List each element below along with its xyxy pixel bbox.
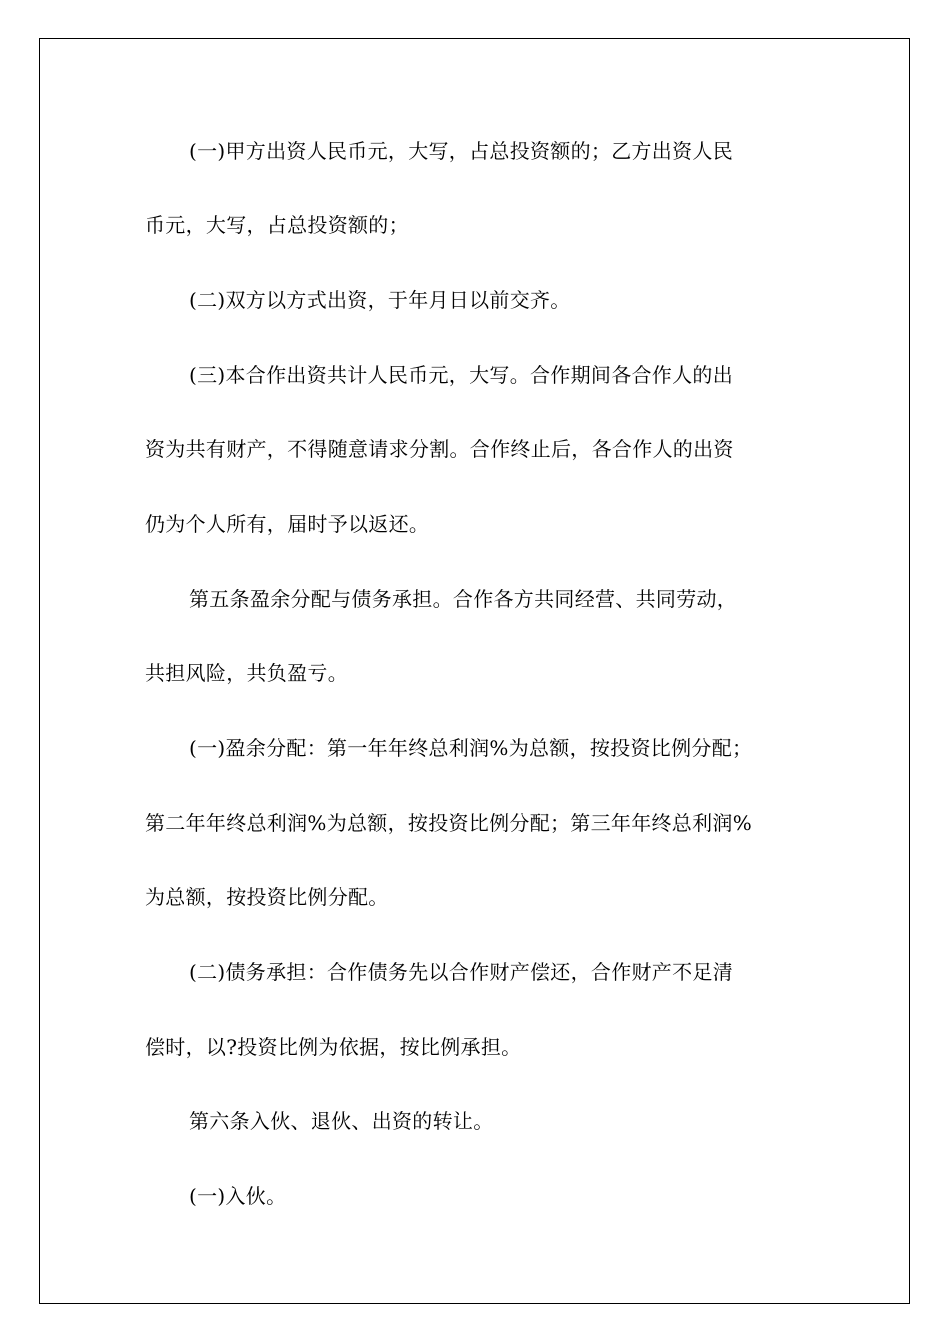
paragraph-line: 仍为个人所有，届时予以返还。 [145, 512, 430, 536]
paragraph-line: 币元，大写，占总投资额的； [145, 213, 409, 237]
paragraph-line: 资为共有财产，不得随意请求分割。合作终止后，各合作人的出资 [145, 437, 734, 461]
paragraph-line: 第五条盈余分配与债务承担。合作各方共同经营、共同劳动， [189, 587, 738, 611]
paragraph-line: 第二年年终总利润%为总额，按投资比例分配；第三年年终总利润% [145, 811, 753, 835]
paragraph-line: (一)入伙。 [189, 1184, 287, 1208]
paragraph-line: 共担风险，共负盈亏。 [145, 661, 348, 685]
paragraph-line: 偿时，以?投资比例为依据，按比例承担。 [145, 1035, 522, 1059]
paragraph-line: (三)本合作出资共计人民币元，大写。合作期间各合作人的出 [189, 363, 734, 387]
paragraph-line: (二)双方以方式出资，于年月日以前交齐。 [189, 288, 571, 312]
paragraph-line: (一)甲方出资人民币元，大写，占总投资额的；乙方出资人民 [189, 139, 734, 163]
paragraph-line: (一)盈余分配：第一年年终总利润%为总额，按投资比例分配； [189, 736, 753, 760]
paragraph-line: 为总额，按投资比例分配。 [145, 885, 389, 909]
paragraph-line: 第六条入伙、退伙、出资的转让。 [189, 1109, 494, 1133]
paragraph-line: (二)债务承担：合作债务先以合作财产偿还，合作财产不足清 [189, 960, 734, 984]
